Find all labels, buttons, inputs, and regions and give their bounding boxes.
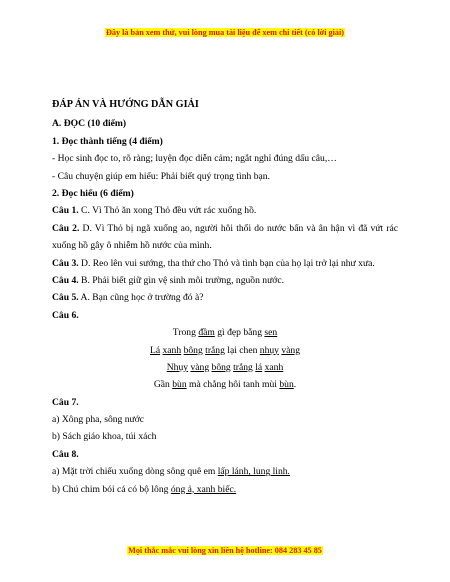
section-1-heading: 1. Đọc thành tiếng (4 điểm): [52, 135, 163, 147]
hotline-banner: Mọi thắc mắc vui lòng xin liên hệ hotline: 084 283 45 85: [128, 546, 322, 555]
answer-q2: Câu 2. D. Vì Thỏ bị ngã xuống ao, người hôi thối do nước bẩn và ân hận vì đã vứt rác xuống hồ gây ô nhiễm hồ nước của mình.: [52, 222, 399, 252]
answer-q8-a: a) Mặt trời chiếu xuống dòng sông quê em lấp lánh, lung linh.: [52, 466, 290, 478]
bullet-item: - Câu chuyện giúp em hiểu: Phải biết quý trọng tình bạn.: [52, 170, 270, 182]
preview-banner: Đây là bản xem thử, vui lòng mua tài liệu để xem chi tiết (có lời giải): [105, 28, 344, 37]
answer-content: [52, 96, 398, 498]
answer-q4: Câu 4. B. Phải biết giữ gìn vệ sinh môi trường, nguồn nước.: [52, 274, 285, 286]
answer-q8-b: b) Chú chim bói cá có bộ lông óng ả, xanh biếc.: [52, 483, 237, 495]
answer-q7-b: b) Sách giáo khoa, túi xách: [52, 431, 157, 443]
poem-line-4: Gần bùn mà chẳng hôi tanh mùi bùn.: [153, 379, 297, 391]
section-a-heading: A. ĐỌC (10 điểm): [52, 118, 127, 130]
answer-q5: Câu 5. A. Bạn cũng học ở trường đó à?: [52, 292, 204, 304]
answer-q3: Câu 3. D. Reo lên vui sướng, tha thứ cho Thỏ và tình bạn của họ lại trở lại như xưa.: [52, 257, 375, 269]
answer-q8-label: Câu 8.: [52, 448, 79, 460]
answer-q7-label: Câu 7.: [52, 396, 79, 408]
answer-q1: Câu 1. C. Vì Thỏ ăn xong Thỏ đều vứt rác xuống hồ.: [52, 205, 257, 217]
answer-q6-label: Câu 6.: [52, 309, 79, 321]
answer-q7-a: a) Xông pha, sông nước: [52, 414, 145, 426]
section-2-heading: 2. Đọc hiểu (6 điểm): [52, 187, 134, 199]
poem-line-3: Nhụy vàng bông trắng lá xanh: [166, 361, 284, 373]
poem-line-1: Trong đầm gì đẹp bằng sen: [172, 327, 278, 339]
bullet-item: - Học sinh đọc to, rõ ràng; luyện đọc diễn cảm; ngắt nghỉ đúng dấu câu,…: [52, 153, 337, 165]
page-title: ĐÁP ÁN VÀ HƯỚNG DẪN GIẢI: [52, 99, 199, 110]
poem-line-2: Lá xanh bông trắng lại chen nhụy vàng: [149, 344, 301, 356]
